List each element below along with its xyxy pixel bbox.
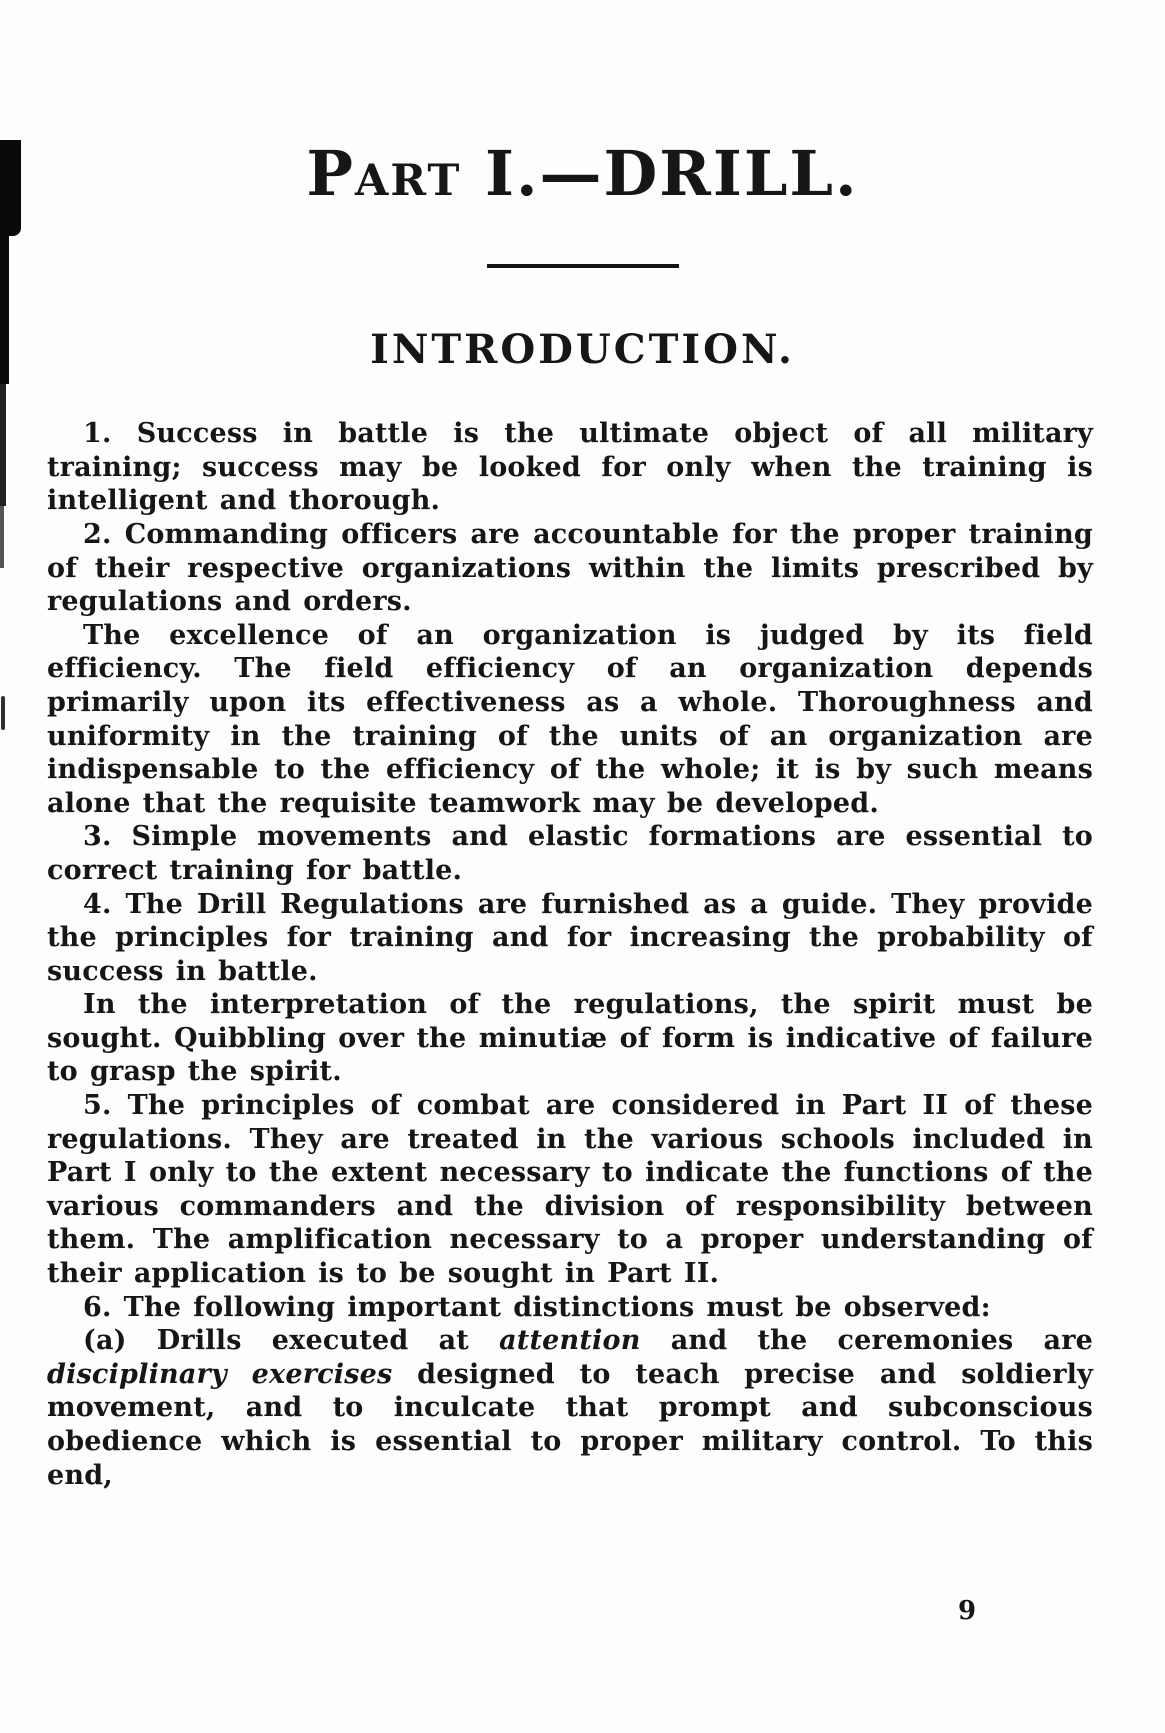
margin-mark-artifact [1,696,5,730]
paragraph [47,1324,1093,1492]
paragraph-text: 1. Success in battle is the ultimate object of all military training; success may be looked for only when the training is intelligent and thorough. [47,418,1093,517]
paragraph-text: 3. Simple movements and elastic formations are essential to correct training for battle. [47,821,1093,886]
paragraph [47,518,1093,619]
binding-shadow-artifact [0,384,6,506]
title-divider-rule [487,264,679,268]
binding-shadow-artifact [0,506,4,568]
paragraph-text: (a) Drills executed at [83,1325,500,1357]
paragraph-text: The excellence of an organization is judged by its field efficiency. The field efficiency of an organization depends primarily upon its effectiveness as a whole. Thoroughness and uniformity in the training of the units of an organization are indispensable to the efficiency of the whole; it is by such means alone that the requisite teamwork may be developed. [47,619,1093,819]
part-title [0,137,1165,210]
binding-shadow-artifact [0,140,21,236]
paragraph [47,888,1093,989]
paragraph-text: 5. The principles of combat are considered in Part II of these regulations. They are treated in the various schools included in Part I only to the extent necessary to indicate the functions of the various commanders and the division of responsibility between them. The amplification necessary to a proper understanding of their application is to be sought in Part II. [47,1090,1093,1290]
paragraph [47,820,1093,887]
page-number: 9 [958,1596,977,1626]
paragraph [47,619,1093,821]
paragraph-text: and the ceremonies are [640,1325,1094,1357]
paragraph [47,1291,1093,1325]
paragraph-text: 6. The following important distinctions must be observed: [83,1291,991,1323]
paragraph-text: 2. Commanding officers are accountable for the proper training of their respective organizations within the limits prescribed by regulations and orders. [47,518,1093,618]
body-text [47,417,1093,1492]
paragraph-text: 4. The Drill Regulations are furnished as a guide. They provide the principles for training and for increasing the probability of success in battle. [47,888,1093,987]
paragraph-emphasis-text: disciplinary exercises [47,1358,393,1390]
paragraph [47,1089,1093,1291]
paragraph-text: In the interpretation of the regulations, the spirit must be sought. Quibbling over the minutiæ of form is indicative of failure to grasp the spirit. [47,989,1093,1088]
paragraph-emphasis-text: attention [499,1325,641,1357]
part-title-smallcaps: Part [306,137,462,210]
paragraph-text: designed to teach precise and soldierly movement, and to inculcate that prompt and subconscious obedience which is essential to proper military control. To this end, [47,1358,1093,1491]
binding-shadow-artifact [0,232,9,384]
part-title-rest: I.—DRILL. [461,137,859,210]
paragraph [47,417,1093,518]
book-page [0,137,1165,1626]
section-title: INTRODUCTION. [370,326,795,374]
paragraph [47,988,1093,1089]
